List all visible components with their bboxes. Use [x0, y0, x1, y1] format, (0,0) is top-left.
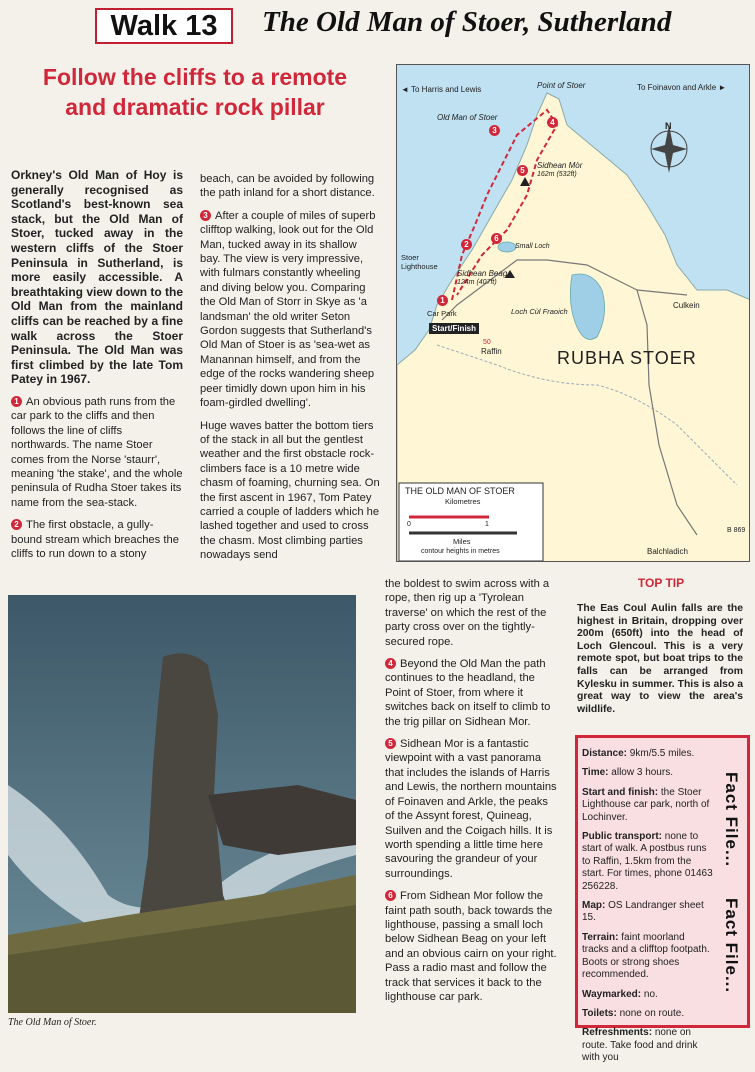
- waves-paragraph: Huge waves batter the bottom tiers of the stack in all but the gentlest weather and the first obstacle rock-climbers face is a 10 metre wide chasm of foaming, churning sea. On the first ascent in 1967, Tom Patey carried a couple of ladders which he lashed together and used to cross the chasm. Most climbing parties nowadays send: [200, 419, 380, 562]
- legend-title: THE OLD MAN OF STOER: [405, 486, 515, 496]
- step-5-paragraph: [385, 737, 560, 881]
- fact-refreshments: Refreshments: none on route. Take food and drink with you: [582, 1027, 698, 1064]
- step-number: 5: [385, 738, 396, 749]
- label-sidhean-mor-height: 162m (532ft): [537, 171, 577, 178]
- label-stoer-lighthouse: Stoer Lighthouse: [401, 253, 438, 271]
- label-region: RUBHA STOER: [557, 348, 697, 368]
- step-text: Beyond the Old Man the path continues to the headland, the Point of Stoer, from where it switches back on itself to climb to the trig pillar on Sidhean Mor.: [385, 658, 551, 728]
- scale-tick-1: 1: [485, 521, 489, 528]
- label-to-foinavon: To Foinavon and Arkle ►: [637, 83, 727, 92]
- label-to-harris: ◄ To Harris and Lewis: [401, 85, 482, 94]
- route-map: [396, 64, 750, 562]
- fact-terrain: Terrain: faint moorland tracks and a clifftop footpath. Boots or strong shoes recommended.: [582, 931, 710, 981]
- top-tip-text: The Eas Coul Aulin falls are the highest in Britain, dropping over 200m (650ft) into the head of Loch Glencoul. This is a very remote spot, but boat trips to the falls can be arranged from Kylesku in summer. This is also a great way to view the area's wildlife.: [577, 603, 743, 715]
- headline: [20, 62, 370, 122]
- label-sidhean-mor: Sidhean Mòr: [537, 161, 583, 170]
- compass-north-label: N: [665, 121, 672, 131]
- map-marker-5: 5: [517, 165, 528, 176]
- fact-waymarked: Waymarked: no.: [582, 988, 658, 1000]
- step-number: 6: [385, 890, 396, 901]
- intro-paragraph: Orkney's Old Man of Hoy is generally recognised as Scotland's best-known sea stack, but the Old Man of Stoer, tucked away in the western cliffs of the Stoer Peninsula in Sutherland, is more easily accessible. A breathtaking view down to the Old Man from the mainland cliffs can be reached by a fine walk across the Stoer Peninsula. The Old Man was first climbed by the late Tom Patey in 1967.: [11, 168, 184, 387]
- page-title: The Old Man of Stoer, Sutherland: [262, 6, 672, 38]
- label-point-of-stoer: Point of Stoer: [537, 81, 586, 90]
- fact-distance: Distance: 9km/5.5 miles.: [582, 748, 695, 759]
- photo-caption: The Old Man of Stoer.: [8, 1017, 97, 1028]
- label-raffin: Raffin: [481, 347, 502, 356]
- legend-km: Kilometres: [445, 497, 481, 506]
- fact-start-finish: Start and finish: the Stoer Lighthouse car park, north of Lochinver.: [582, 786, 710, 823]
- photo-graphic: [8, 595, 356, 1013]
- label-loch: Loch Cùl Fraoich: [511, 307, 568, 316]
- label-road-number: B 869: [727, 527, 746, 534]
- step-number: 4: [385, 658, 396, 669]
- sea-stack-photo: [8, 595, 356, 1013]
- step-text: From Sidhean Mor follow the faint path south, back towards the lighthouse, passing a small loch below Sidhean Beag on your left and an obvious cairn on your right. Pass a radio mast and follow the track that services it back to the lighthouse car park.: [385, 890, 557, 1003]
- label-car-park: Car Park: [427, 309, 457, 318]
- step-2-paragraph: [11, 518, 183, 561]
- step-number: 2: [11, 519, 22, 530]
- fact-time: Time: allow 3 hours.: [582, 767, 673, 779]
- small-loch: [498, 242, 516, 252]
- fact-map: Map: OS Landranger sheet 15.: [582, 900, 704, 924]
- step-text: Sidhean Mor is a fantastic viewpoint with a vast panorama that includes the islands of Harris and Lewis, the northern mountains of Foinaven and Arkle, the peaks of the Assynt forest, Quineag, Suilven and the Coigach hills. It is worth spending a little time here savouring the grandeur of your surroundings.: [385, 738, 557, 880]
- step-number: 3: [200, 210, 211, 221]
- step-number: 1: [11, 396, 22, 407]
- label-culkein: Culkein: [673, 301, 700, 310]
- fact-file-vertical-label: Fact File...: [722, 772, 741, 868]
- top-tip-heading: TOP TIP: [637, 576, 685, 590]
- map-marker-1: 1: [437, 295, 448, 306]
- map-marker-6: 6: [491, 233, 502, 244]
- map-marker-3: 3: [489, 125, 500, 136]
- headline-line-1: Follow the cliffs to a remote: [42, 64, 348, 90]
- step-3-paragraph: [200, 209, 380, 411]
- label-sidhean-beag-height: 124m (407ft): [457, 279, 497, 286]
- continued-paragraph: beach, can be avoided by following the path inland for a short distance.: [200, 173, 375, 200]
- scale-tick-0: 0: [407, 521, 411, 528]
- map-marker-4: 4: [547, 117, 558, 128]
- step-1-paragraph: [11, 395, 183, 510]
- legend-note: contour heights in metres: [421, 548, 500, 555]
- label-small-loch: Small Loch: [515, 243, 550, 250]
- label-old-man: Old Man of Stoer: [437, 113, 498, 122]
- legend-miles: Miles: [453, 537, 471, 546]
- step-text: After a couple of miles of superb clifftop walking, look out for the Old Man, tucked away in its shallow bay. The view is very impressive, with fulmars constantly wheeling and diving below you. Comparing the Old Man of Storr in Skye as 'a landsman' the old writer Seton Gordon suggests that Sutherland's Old Man of Stoer is as 'sea-wet as Manannan himself, and from the edge of the rocks wandering sheep peer timidly down upon him in his foam-girdled dwelling'.: [200, 209, 376, 410]
- step-text: An obvious path runs from the car park to the cliffs and then follows the line of cliffs northwards. The name Stoer comes from the Norse 'staurr', meaning 'the stake', and the whole peninsula of Rudha Stoer takes its name from the sea-stack.: [11, 395, 183, 509]
- rock-ledge: [208, 785, 356, 855]
- step-6-paragraph: [385, 889, 560, 1004]
- continued-paragraph: the boldest to swim across with a rope, then rig up a 'Tyrolean traverse' on which the rest of the party cross over on the tightly-secured rope.: [385, 578, 550, 648]
- headline-line-2: and dramatic rock pillar: [65, 94, 325, 120]
- label-balchladich: Balchladich: [647, 547, 688, 556]
- walk-number-badge: Walk 13: [95, 8, 233, 44]
- fact-toilets: Toilets: none on route.: [582, 1007, 685, 1019]
- step-text: The first obstacle, a gully-bound stream which breaches the cliffs to run down to a stony: [11, 519, 179, 560]
- article-column-3: [385, 577, 560, 1012]
- label-contour: 50: [483, 339, 491, 346]
- article-column-1: [11, 168, 183, 569]
- map-marker-2: 2: [461, 239, 472, 250]
- article-column-2: [200, 172, 380, 571]
- fact-file-list: [582, 748, 714, 1072]
- step-4-paragraph: [385, 657, 560, 729]
- fact-file-vertical-label: Fact File...: [722, 898, 741, 994]
- label-start-finish: Start/Finish: [429, 323, 479, 334]
- label-sidhean-beag: Sidhean Beag: [457, 269, 508, 278]
- fact-public-transport: Public transport: none to start of walk. A postbus runs to Raffin, 1.5km from the start. For times, phone 01463 256228.: [582, 831, 713, 892]
